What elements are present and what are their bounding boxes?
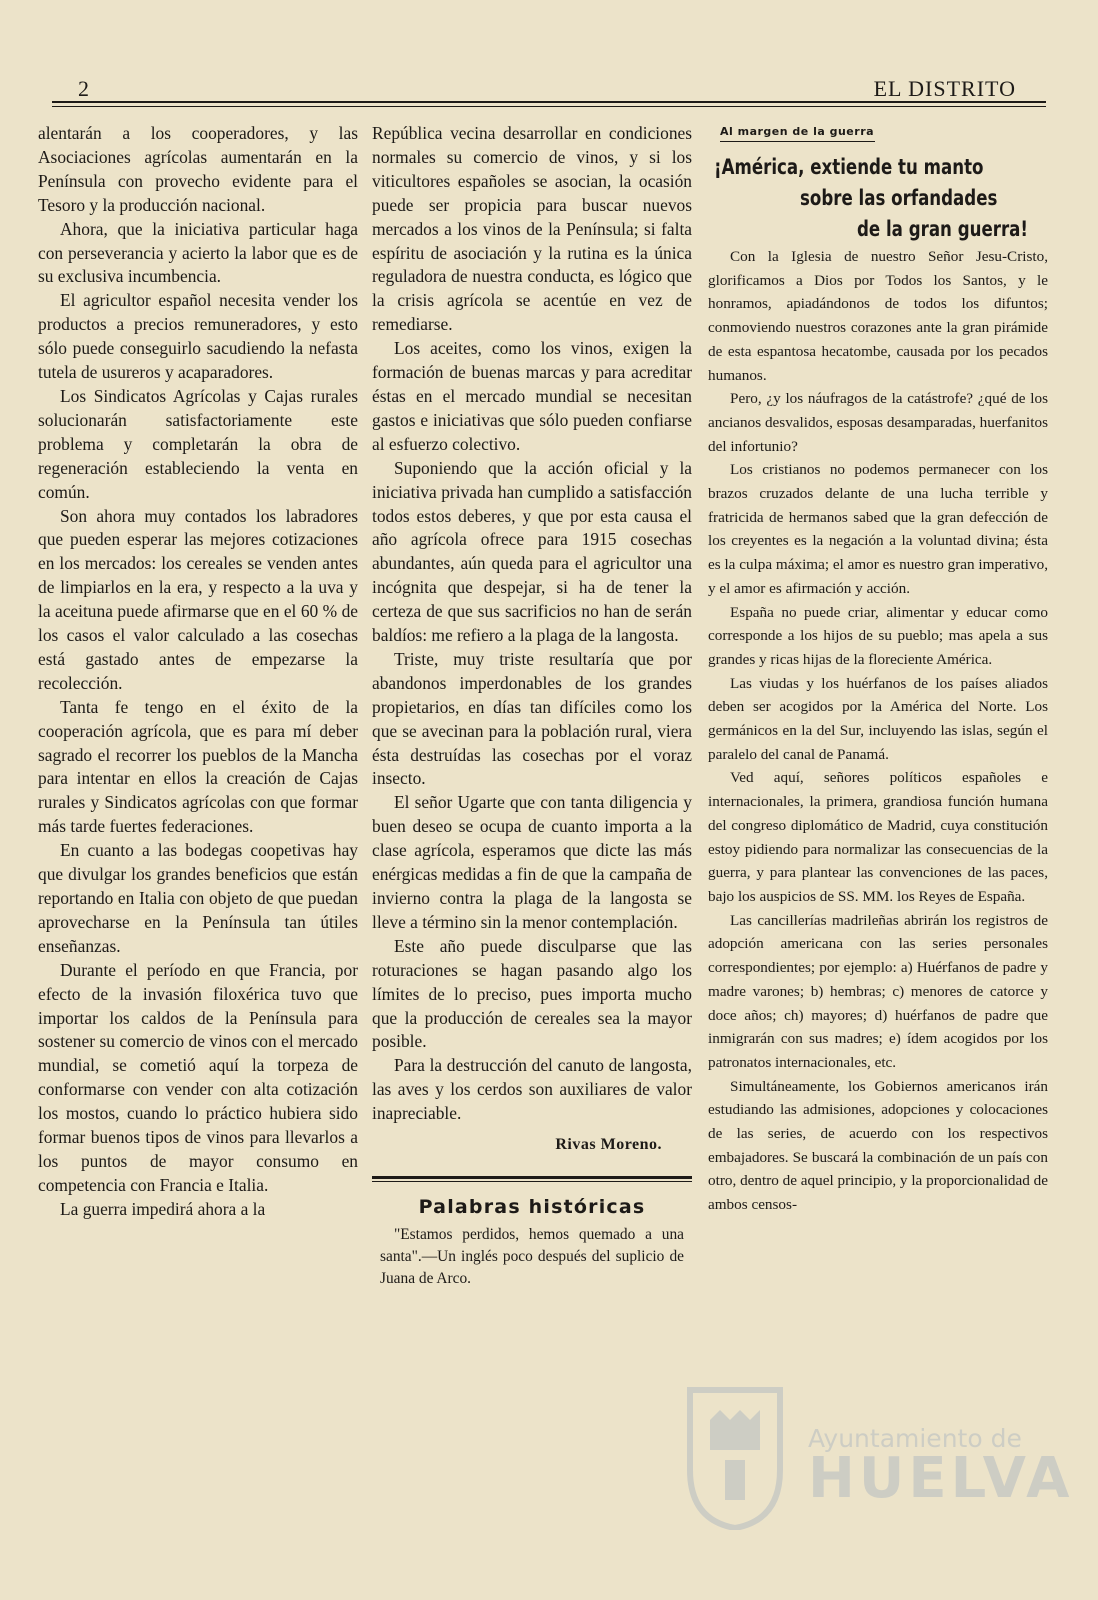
page-number: 2 [78,76,89,101]
paragraph: Con la Iglesia de nuestro Señor Jesu-Cristo, glorificamos a Dios por Todos los Santos, y le honramos, apiadándonos de todos los difuntos; conmoviendo nuestros corazones ante la gran pirámide de esta espantosa hecatombe, causada por los pecados humanos. [708,248,1048,384]
paragraph: Durante el período en que Francia, por efecto de la invasión filoxérica tuvo que importar los caldos de la Península para sostener su comercio de vinos con el mercado mundial, se cometió aquí la torpeza de conformarse con vender con alta cotización los mostos, cuando lo práctico hubiera sido formar buenos tipos de vinos para llevarlos a los puntos de mayor consumo en competencia con Francia e Italia. [38,959,358,1195]
paragraph: Son ahora muy contados los labradores que pueden esperar las mejores cotizaciones en los mercados: los cereales se venden antes de limpiarlos en la era, y respecto a la uva y la aceituna puede afirmarse que en el 60 % de los casos el valor calculado a las cosechas está gastado antes de empezarse la recolección. [38,505,358,693]
article-headline [708,152,1048,245]
paragraph: Suponiendo que la acción oficial y la iniciativa privada han cumplido a satisfacción todos estos deberes, y que por esta causa el año agrícola ofrece para 1915 cosechas abundantes, aún queda para el agricultor una incógnita que despejar, si ha de tener la certeza de que sus sacrificios no han de serán baldíos: me refiero a la plaga de la langosta. [372,457,692,646]
header-rule [52,101,1046,103]
paragraph: Tanta fe tengo en el éxito de la cooperación agrícola, que es para mí deber sagrado el recorrer los pueblos de la Mancha para intentar en ellos la creación de Cajas rurales y Sindicatos agrícolas con que formar más tarde fuertes federaciones. [38,696,358,837]
paragraph: España no puede criar, alimentar y educar como corresponde a los hijos de su pueblo; mas apela a sus grandes y ricas hijas de la floreciente América. [708,603,1048,668]
archive-watermark [680,1380,1074,1550]
paragraph: Los aceites, como los vinos, exigen la formación de buenas marcas y para acreditar éstas en el mercado mundial se necesitan gastos e iniciativas que sólo pueden confiarse al esfuerzo colectivo. [372,338,692,454]
paragraph: Ahora, que la iniciativa particular haga con perseverancia y acierto la labor que es de su exclusiva incumbencia. [38,218,358,287]
watermark-line2: HUELVA [808,1446,1074,1511]
headline-line: sobre las orfandades [800,186,998,211]
paragraph: alentarán a los cooperadores, y las Asociaciones agrícolas aumentarán en la Península con provecho evidente para el Tesoro y la producción nacional. [38,123,358,215]
paragraph: Los cristianos no podemos permanecer con los brazos cruzados delante de una lucha terrible y fratricida de hermanos sabed que la gran defección de los creyentes es la negación a la voluntad divina; ésta es la culpa máxima; el amor es nuestro gran imperativo, y el amor es afirmación y acción. [708,461,1048,597]
paragraph: Este año puede disculparse que las roturaciones se hagan pasando algo los límites de lo preciso, pues importa mucho que la producción de cereales sea la mayor posible. [372,935,692,1052]
palabras-title: Palabras históricas [418,1196,646,1219]
newspaper-name: EL DISTRITO [873,76,1016,101]
section-divider [372,1176,692,1179]
column-3 [708,122,1048,1217]
paragraph: El agricultor español necesita vender los productos a precios remuneradores, y esto sólo puede conseguirlo sacudiendo la nefasta tutela de usureros y acaparadores. [38,290,358,383]
paragraph: Las cancillerías madrileñas abrirán los registros de adopción americana con las series personales correspondientes; por ejemplo: a) Huérfanos de padre y madre varones; b) hembras; c) menores de catorce y doce años; ch) mayores; d) huérfanos de padre que inmigrarán con sus madres; e) ídem acogidos por los patronatos internacionales, etc. [708,911,1048,1071]
paragraph: Simultáneamente, los Gobiernos americanos irán estudiando las admisiones, adopciones y colocaciones de las series, de acuerdo con los respectivos embajadores. Se buscará la combinación de un país con otro, dentro de aquel principio, y la proporcionalidad de ambos censos- [708,1077,1048,1214]
column-1 [38,122,358,1222]
paragraph: En cuanto a las bodegas coopetivas hay que divulgar los grandes beneficios que están reportando en Italia con objeto de que puedan aprovecharse en la Península tan útiles enseñanzas. [38,840,358,956]
section-divider-thin [372,1181,692,1182]
paragraph: Triste, muy triste resultaría que por abandonos imperdonables de los grandes propietarios, en días tan difíciles como los que se avecinan para la población rural, viera ésta destruídas las cosechas por el voraz insecto. [372,648,692,789]
column-2 [372,122,692,1290]
paragraph: El señor Ugarte que con tanta diligencia y buen deseo se ocupa de cuanto importa a la clase agrícola, esperamos que dicte las más enérgicas medidas a fin de que la campaña de invierno contra la plaga de la langosta se lleve a término sin la menor contemplación. [372,792,692,932]
paragraph: Pero, ¿y los náufragos de la catástrofe? ¿qué de los ancianos desvalidos, esposas desamparadas, huerfanitos del infortunio? [708,390,1048,455]
headline-line: ¡América, extiende tu manto [714,155,984,180]
palabras-quote: "Estamos perdidos, hemos quemado a una santa".—Un inglés poco después del suplicio de Juana de Arco. [380,1226,684,1288]
paragraph: República vecina desarrollar en condiciones normales su comercio de vinos, y si los viticultores españoles se asocian, la ocasión puede ser propicia para buscar nuevos mercados a los vinos de la Península; si falta espíritu de asociación y la rutina es la única reguladora de nuestra conducta, es lógico que la crisis agrícola se acentúe en vez de remediarse. [372,123,692,335]
watermark-line1: Ayuntamiento de [808,1424,1022,1453]
kicker-underline [720,141,875,142]
author-signature: Rivas Moreno. [555,1136,662,1154]
paragraph: Los Sindicatos Agrícolas y Cajas rurales solucionarán satisfactoriamente este problema y completarán la obra de regeneración estableciendo la venta en común. [38,385,358,502]
page-header [52,76,1046,102]
paragraph: La guerra impedirá ahora a la [60,1198,266,1219]
section-kicker: Al margen de la guerra [720,125,875,138]
paragraph: Para la destrucción del canuto de langosta, las aves y los cerdos son auxiliares de valor inapreciable. [372,1055,692,1124]
paragraph: Las viudas y los huérfanos de los países aliados deben ser acogidos por la América del Norte. Los germánicos en la del Sur, incluyendo las islas, según el paralelo del canal de Panamá. [708,674,1048,763]
paragraph: Ved aquí, señores políticos españoles e internacionales, la primera, grandiosa función humana del congreso diplomático de Madrid, cuya constitución estoy pidiendo para normalizar las consecuencias de la guerra, y para plantear las convenciones de las paces, bajo los auspicios de SS. MM. los Reyes de España. [708,769,1048,905]
headline-line: de la gran guerra! [856,217,1028,242]
coat-of-arms-icon [680,1380,790,1530]
header-rule-thin [52,106,1046,107]
